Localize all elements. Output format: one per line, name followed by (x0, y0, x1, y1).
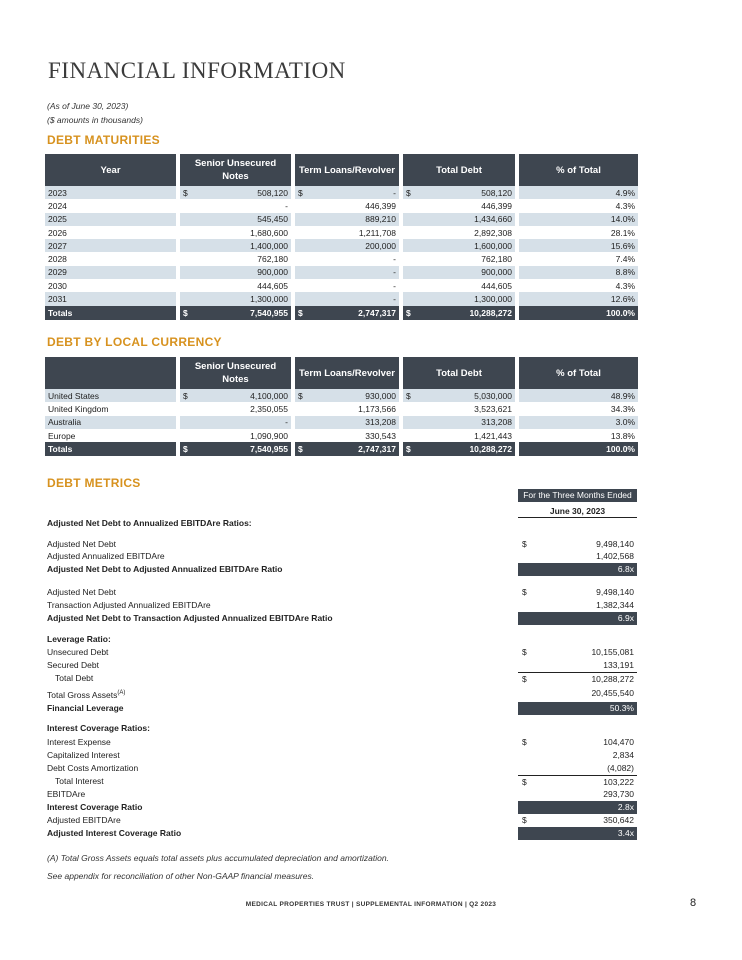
cell-value: 900,000 (257, 267, 288, 278)
cell-term (291, 402, 399, 415)
cell-value: 313,208 (365, 417, 396, 428)
column-header: % of Total (515, 357, 638, 389)
cell-notes (176, 402, 291, 415)
cell-term (291, 292, 399, 305)
cell-notes (176, 416, 291, 429)
cell-term (291, 266, 399, 279)
column-header (45, 357, 176, 389)
metric-row (47, 612, 637, 625)
cell-value: 10,288,272 (469, 307, 512, 318)
cell-term (291, 306, 399, 320)
cell-pct: 7.4% (515, 252, 638, 265)
row-label: EBITDAre (47, 789, 86, 799)
amounts-note: ($ amounts in thousands) (47, 115, 143, 125)
cell-value: 444,605 (481, 280, 512, 291)
dollar-sign: $ (183, 444, 188, 455)
row-label: 2026 (48, 227, 67, 238)
table-row (45, 416, 638, 429)
row-label: Totals (45, 306, 176, 320)
metric-row (47, 646, 637, 659)
metric-value: (4,082) (607, 763, 634, 773)
cell-value: 1,600,000 (474, 240, 512, 251)
cell-term (291, 389, 399, 402)
cell-value: - (285, 417, 288, 428)
footnote-marker: (A) (117, 690, 126, 696)
row-label: Total Debt (55, 673, 94, 683)
metric-value: 9,498,140 (596, 539, 634, 549)
table-row (45, 239, 638, 252)
cell-value: - (285, 200, 288, 211)
dollar-sign: $ (406, 444, 411, 455)
dollar-sign: $ (522, 539, 527, 549)
debt-maturities-heading: DEBT MATURITIES (47, 133, 160, 147)
metric-value: 293,730 (603, 789, 634, 799)
dollar-sign: $ (298, 187, 303, 198)
dollar-sign: $ (406, 187, 411, 198)
ratios-heading-row (47, 517, 637, 530)
cell-value: 7,540,955 (250, 307, 288, 318)
cell-value: 5,030,000 (474, 390, 512, 401)
table-row (45, 266, 638, 279)
cell-total (399, 306, 515, 320)
row-label: Adjusted Net Debt (47, 587, 116, 597)
period-date: June 30, 2023 (518, 504, 637, 518)
row-label: Adjusted EBITDAre (47, 815, 121, 825)
metric-value: 9,498,140 (596, 587, 634, 597)
cell-total (399, 292, 515, 305)
table-header-row (45, 154, 638, 186)
period-header: For the Three Months Ended (518, 489, 637, 502)
cell-value: 930,000 (365, 390, 396, 401)
column-header: Total Debt (399, 357, 515, 389)
cell-value: 508,120 (257, 187, 288, 198)
cell-total (399, 442, 515, 456)
row-label: Total Gross Assets$^{(A)}$ (47, 689, 126, 700)
row-label: Europe (48, 430, 76, 441)
cell-total (399, 252, 515, 265)
dollar-sign: $ (298, 390, 303, 401)
debt-by-currency-table (45, 357, 638, 456)
column-header: Year (45, 154, 176, 186)
cell-total (399, 416, 515, 429)
dollar-sign: $ (522, 587, 527, 597)
cell-pct: 100.0% (515, 306, 638, 320)
table-row (45, 199, 638, 212)
metric-row (47, 788, 637, 801)
cell-total (399, 226, 515, 239)
cell-term (291, 239, 399, 252)
cell-pct: 28.1% (515, 226, 638, 239)
cell-value: 508,120 (481, 187, 512, 198)
metric-value: 104,470 (603, 737, 634, 747)
metric-value: 2.8x (617, 802, 634, 812)
table-row (45, 279, 638, 292)
table-row (45, 429, 638, 442)
cell-value: 1,300,000 (474, 294, 512, 305)
row-label: 2024 (48, 200, 67, 211)
row-label: Adjusted Net Debt to Transaction Adjusted Annualized EBITDAre Ratio (47, 613, 333, 623)
cell-value: 446,399 (365, 200, 396, 211)
metric-row (47, 827, 637, 840)
cell-value: 2,892,308 (474, 227, 512, 238)
cell-notes (176, 199, 291, 212)
cell-notes (176, 292, 291, 305)
metric-row (47, 550, 637, 563)
cell-value: 1,434,660 (474, 214, 512, 225)
table-row (45, 186, 638, 199)
cell-pct: 13.8% (515, 429, 638, 442)
cell-pct: 100.0% (515, 442, 638, 456)
cell-value: - (393, 280, 396, 291)
metric-value: 10,288,272 (591, 674, 634, 684)
metric-value: 10,155,081 (591, 647, 634, 657)
dollar-sign: $ (298, 307, 303, 318)
row-label: Interest Coverage Ratios: (47, 723, 150, 733)
cell-value: 1,421,443 (474, 430, 512, 441)
metric-row (47, 775, 637, 788)
table-row (45, 292, 638, 305)
metric-row (47, 702, 637, 715)
row-label: 2031 (45, 292, 176, 305)
cell-value: 1,400,000 (250, 240, 288, 251)
cell-term (291, 186, 399, 199)
metric-value: 3.4x (617, 828, 634, 838)
cell-value: 2,350,055 (250, 403, 288, 414)
cell-value: - (393, 267, 396, 278)
row-label: 2030 (48, 280, 67, 291)
metric-value: 133,191 (603, 660, 634, 670)
cell-value: - (393, 254, 396, 265)
cell-value: 444,605 (257, 280, 288, 291)
metric-value: 1,402,568 (596, 551, 634, 561)
table-row (45, 252, 638, 265)
cell-value: 446,399 (481, 200, 512, 211)
cell-total (399, 402, 515, 415)
cell-notes (176, 252, 291, 265)
debt-by-currency-heading: DEBT BY LOCAL CURRENCY (47, 335, 222, 349)
cell-term (291, 429, 399, 442)
row-label: Interest Coverage Ratio (47, 802, 143, 812)
cell-value: 2,747,317 (358, 307, 396, 318)
cell-value: 7,540,955 (250, 444, 288, 455)
cell-value: 1,173,566 (358, 403, 396, 414)
column-header: Senior Unsecured Notes (176, 357, 291, 389)
cell-value: 545,450 (257, 214, 288, 225)
row-label: Adjusted Net Debt (47, 539, 116, 549)
cell-value: 1,680,600 (250, 227, 288, 238)
dollar-sign: $ (183, 187, 188, 198)
row-label: Financial Leverage (47, 703, 124, 713)
row-label: 2027 (45, 239, 176, 252)
row-label: Unsecured Debt (47, 647, 109, 657)
dollar-sign: $ (522, 647, 527, 657)
metric-row (47, 814, 637, 827)
cell-total (399, 186, 515, 199)
cell-notes (176, 239, 291, 252)
cell-value: 762,180 (481, 254, 512, 265)
row-label: Secured Debt (47, 660, 99, 670)
cell-value: - (393, 294, 396, 305)
metric-row (47, 659, 637, 672)
column-header: Senior Unsecured Notes (176, 154, 291, 186)
metric-value: 103,222 (603, 777, 634, 787)
metric-row (47, 749, 637, 762)
row-label: Adjusted Interest Coverage Ratio (47, 828, 182, 838)
cell-value: 3,523,621 (474, 403, 512, 414)
row-label: Total Interest (55, 776, 104, 786)
table-row (45, 402, 638, 415)
column-header: Total Debt (399, 154, 515, 186)
cell-notes (176, 226, 291, 239)
dollar-sign: $ (406, 307, 411, 318)
cell-notes (176, 279, 291, 292)
footnote-b: See appendix for reconciliation of other Non-GAAP financial measures. (47, 871, 315, 881)
metric-row (47, 672, 637, 685)
table-row (45, 213, 638, 226)
cell-term (291, 442, 399, 456)
cell-total (399, 239, 515, 252)
cell-pct: 12.6% (515, 292, 638, 305)
metric-value: 6.8x (617, 564, 634, 574)
cell-value: 1,300,000 (250, 294, 288, 305)
dollar-sign: $ (183, 390, 188, 401)
cell-notes (176, 213, 291, 226)
metric-row (47, 586, 637, 599)
cell-value: 10,288,272 (469, 444, 512, 455)
row-label: Totals (45, 442, 176, 456)
dollar-sign: $ (522, 737, 527, 747)
leverage-heading-row (47, 633, 637, 646)
metric-row (47, 563, 637, 576)
cell-value: 900,000 (481, 267, 512, 278)
cell-total (399, 213, 515, 226)
cell-total (399, 266, 515, 279)
cell-pct: 48.9% (515, 389, 638, 402)
cell-total (399, 389, 515, 402)
coverage-heading-row (47, 722, 637, 735)
page-number: 8 (690, 897, 697, 909)
footnote-a: (A) Total Gross Assets equals total assets plus accumulated depreciation and amortization. (47, 853, 389, 863)
cell-notes (176, 306, 291, 320)
row-label: Leverage Ratio: (47, 634, 111, 644)
row-label: 2028 (48, 254, 67, 265)
cell-value: 762,180 (257, 254, 288, 265)
metric-row (47, 599, 637, 612)
cell-value: - (393, 187, 396, 198)
row-label: Interest Expense (47, 737, 111, 747)
cell-value: 313,208 (481, 417, 512, 428)
column-header: Term Loans/Revolver (291, 357, 399, 389)
debt-maturities-table (45, 154, 638, 320)
cell-notes (176, 429, 291, 442)
row-label: Adjusted Net Debt to Adjusted Annualized EBITDAre Ratio (47, 564, 283, 574)
cell-total (399, 429, 515, 442)
dollar-sign: $ (183, 307, 188, 318)
row-label: United Kingdom (48, 403, 109, 414)
cell-total (399, 199, 515, 212)
row-label: United States (45, 389, 176, 402)
row-label: 2029 (45, 266, 176, 279)
cell-term (291, 252, 399, 265)
cell-pct: 8.8% (515, 266, 638, 279)
column-header: Term Loans/Revolver (291, 154, 399, 186)
cell-value: 889,210 (365, 214, 396, 225)
cell-value: 330,543 (365, 430, 396, 441)
metric-value: 6.9x (617, 613, 634, 623)
cell-notes (176, 442, 291, 456)
cell-term (291, 199, 399, 212)
cell-pct: 4.9% (515, 186, 638, 199)
page-footer: MEDICAL PROPERTIES TRUST | SUPPLEMENTAL INFORMATION | Q2 2023 (245, 901, 497, 908)
cell-value: 1,090,900 (250, 430, 288, 441)
cell-pct: 15.6% (515, 239, 638, 252)
metric-value: 350,642 (603, 815, 634, 825)
cell-total (399, 279, 515, 292)
cell-pct: 4.3% (515, 199, 638, 212)
as-of-date: (As of June 30, 2023) (47, 101, 129, 111)
row-label: Capitalized Interest (47, 750, 120, 760)
cell-notes (176, 266, 291, 279)
dollar-sign: $ (406, 390, 411, 401)
debt-metrics-heading: DEBT METRICS (47, 476, 141, 490)
cell-value: 1,211,708 (358, 227, 396, 238)
cell-value: 2,747,317 (358, 444, 396, 455)
metric-value: 50.3% (609, 703, 634, 713)
cell-term (291, 213, 399, 226)
cell-term (291, 226, 399, 239)
dollar-sign: $ (298, 444, 303, 455)
cell-pct: 34.3% (515, 402, 638, 415)
dollar-sign: $ (522, 815, 527, 825)
table-row (45, 226, 638, 239)
dollar-sign: $ (522, 777, 527, 787)
cell-notes (176, 389, 291, 402)
row-label: Adjusted Annualized EBITDAre (47, 551, 165, 561)
metric-row (47, 736, 637, 749)
cell-pct: 3.0% (515, 416, 638, 429)
cell-notes (176, 186, 291, 199)
cell-pct: 4.3% (515, 279, 638, 292)
table-row (45, 389, 638, 402)
metric-row (47, 762, 637, 775)
metric-row (47, 687, 637, 700)
table-header-row (45, 357, 638, 389)
row-label: Australia (45, 416, 176, 429)
metric-value: 1,382,344 (596, 600, 634, 610)
row-label: Transaction Adjusted Annualized EBITDAre (47, 600, 211, 610)
totals-row (45, 306, 638, 320)
totals-row (45, 442, 638, 456)
row-label: 2023 (45, 186, 176, 199)
cell-term (291, 416, 399, 429)
column-header: % of Total (515, 154, 638, 186)
metric-value: 20,455,540 (591, 688, 634, 698)
cell-term (291, 279, 399, 292)
row-label: Adjusted Net Debt to Annualized EBITDAre Ratios: (47, 518, 252, 528)
row-label: 2025 (45, 213, 176, 226)
cell-value: 4,100,000 (250, 390, 288, 401)
cell-pct: 14.0% (515, 213, 638, 226)
metric-value: 2,834 (612, 750, 634, 760)
metric-row (47, 801, 637, 814)
dollar-sign: $ (522, 674, 527, 684)
row-label: Debt Costs Amortization (47, 763, 139, 773)
cell-value: 200,000 (365, 240, 396, 251)
page-title: FINANCIAL INFORMATION (48, 58, 346, 83)
